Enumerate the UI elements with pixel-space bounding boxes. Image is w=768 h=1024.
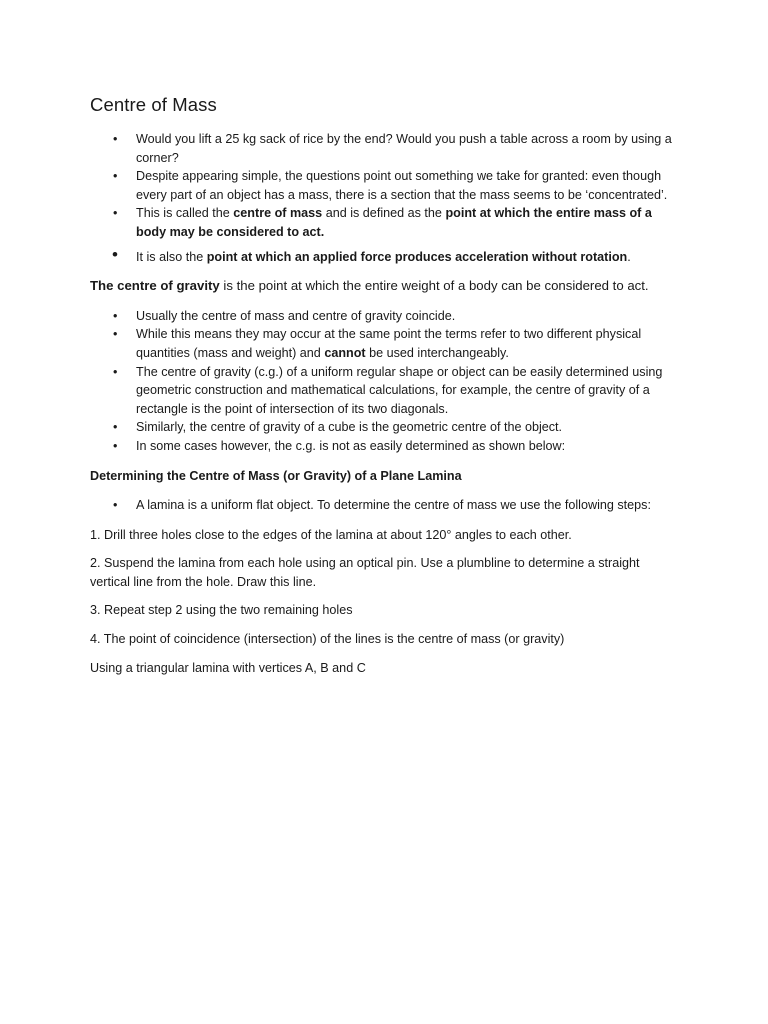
- lamina-bullet-list: [90, 496, 672, 515]
- step-2: 2. Suspend the lamina from each hole using an optical pin. Use a plumbline to determine a straight vertical line from the hole. Draw this line.: [90, 556, 640, 589]
- gravity-bullet-list: [90, 307, 672, 456]
- page-title: Centre of Mass: [90, 94, 217, 115]
- list-item: • This is called the centre of mass and is defined as the point at which the entire mass of a body may be considered to act.: [90, 204, 672, 241]
- list-item: • Usually the centre of mass and centre of gravity coincide.: [90, 307, 672, 326]
- intro-bullet-list: [90, 130, 672, 266]
- step-4: 4. The point of coincidence (intersection) of the lines is the centre of mass (or gravity): [90, 632, 565, 647]
- step-3: 3. Repeat step 2 using the two remaining holes: [90, 603, 353, 618]
- list-item: • Despite appearing simple, the questions point out something we take for granted: even though every part of an object has a mass, there is a section that the mass seems to be ‘concentrated’.: [90, 167, 672, 204]
- section-subheading: Determining the Centre of Mass (or Gravity) of a Plane Lamina: [90, 468, 462, 483]
- list-item: • While this means they may occur at the same point the terms refer to two different physical quantities (mass and weight) and cannot be used interchangeably.: [90, 325, 672, 362]
- step-1: 1. Drill three holes close to the edges of the lamina at about 120° angles to each other.: [90, 527, 572, 542]
- list-item: • Would you lift a 25 kg sack of rice by the end? Would you push a table across a room by using a corner?: [90, 130, 672, 167]
- list-item: • The centre of gravity (c.g.) of a uniform regular shape or object can be easily determined using geometric construction and mathematical calculations, for example, the centre of gravity of a rectangle is the point of intersection of its two diagonals.: [90, 363, 672, 419]
- list-item: • Similarly, the centre of gravity of a cube is the geometric centre of the object.: [90, 418, 672, 437]
- list-item: • In some cases however, the c.g. is not as easily determined as shown below:: [90, 437, 672, 456]
- document-page: [90, 90, 672, 677]
- list-item: • A lamina is a uniform flat object. To determine the centre of mass we use the following steps:: [90, 496, 672, 515]
- gravity-definition: The centre of gravity is the point at which the entire weight of a body can be considered to act.: [90, 278, 649, 294]
- list-item: • It is also the point at which an applied force produces acceleration without rotation.: [90, 248, 672, 267]
- closing-line: Using a triangular lamina with vertices A, B and C: [90, 660, 366, 675]
